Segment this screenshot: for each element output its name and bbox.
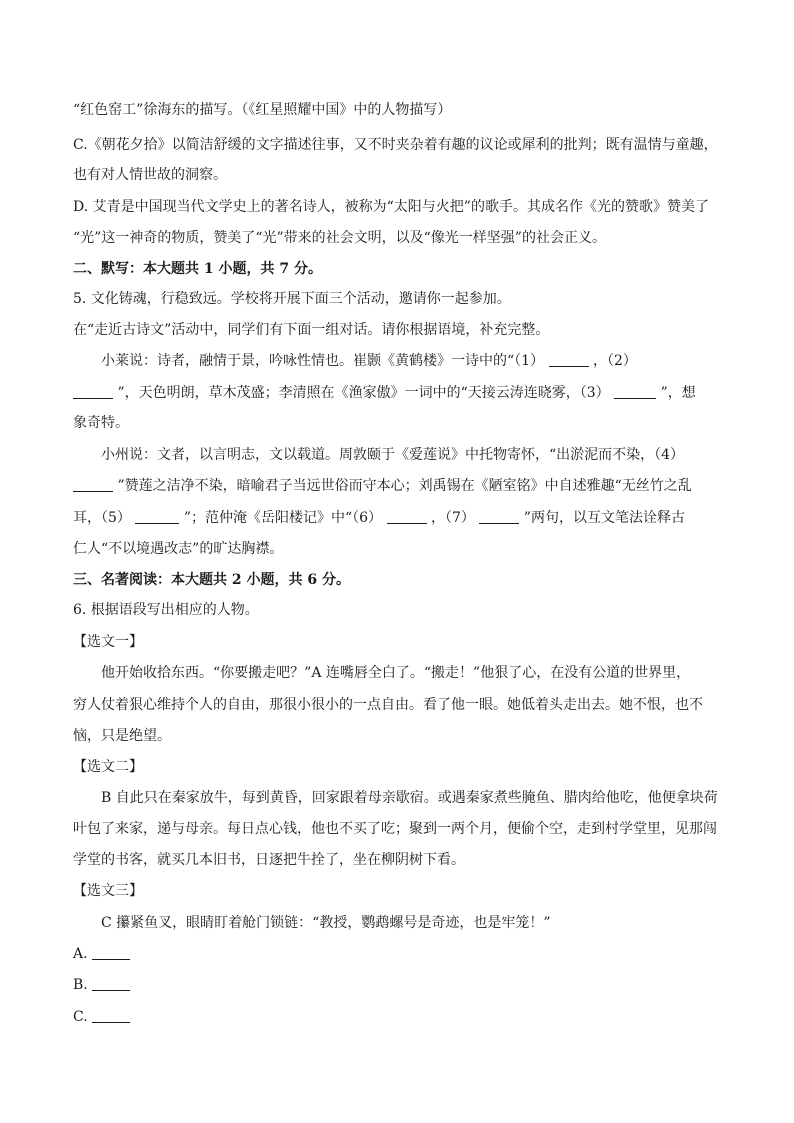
dialogue-text: 小莱说：诗者，融情于景，吟咏性情也。崔颢《黄鹤楼》一诗中的“（1） bbox=[101, 353, 545, 369]
dialogue-line bbox=[73, 507, 685, 529]
answer-label: A. bbox=[73, 946, 88, 962]
text-line: “光”这一神奇的物质，赞美了“光”带来的社会文明，以及“像光一样坚强”的社会正义。 bbox=[73, 230, 606, 246]
text-line: 也有对人情世故的洞察。 bbox=[73, 167, 227, 183]
excerpt-heading-3: 【选文三】 bbox=[73, 883, 143, 899]
text-line: “红色窑工”徐海东的描写。（《红星照耀中国》中的人物描写） bbox=[73, 102, 452, 118]
dialogue-text: ”，想 bbox=[660, 385, 696, 401]
question-5: 5. 文化铸魂，行稳致远。学校将开展下面三个活动，邀请你一起参加。 bbox=[73, 291, 511, 307]
blank-5[interactable] bbox=[135, 509, 179, 524]
dialogue-text: ，（7） bbox=[430, 510, 475, 526]
dialogue-text: 耳，（5） bbox=[73, 510, 131, 526]
text-line: 象奇特。 bbox=[73, 415, 129, 431]
dialogue-line: 小州说：文者，以言明志，文以载道。周敦颐于《爱莲说》中托物寄怀，“出淤泥而不染，（4） bbox=[101, 447, 685, 463]
blank-2[interactable] bbox=[73, 384, 113, 399]
excerpt-line: B 自此只在秦家放牛，每到黄昏，回家跟着母亲歇宿。或遇秦家煮些腌鱼、腊肉给他吃，他便拿块荷 bbox=[101, 790, 718, 806]
question-6: 6. 根据语段写出相应的人物。 bbox=[73, 602, 259, 618]
blank-3[interactable] bbox=[614, 384, 656, 399]
dialogue-line bbox=[73, 475, 692, 497]
blank-4[interactable] bbox=[73, 477, 113, 492]
excerpt-heading-2: 【选文二】 bbox=[73, 759, 143, 775]
dialogue-text: ”；范仲淹《岳阳楼记》中“（6） bbox=[183, 510, 383, 526]
dialogue-text: ”两句，以互文笔法诠释古 bbox=[523, 510, 685, 526]
answer-a-blank[interactable] bbox=[92, 945, 130, 960]
dialogue-line bbox=[73, 382, 696, 404]
option-c-line: C.《朝花夕拾》以简洁舒缓的文字描述往事，又不时夹杂着有趣的议论或犀利的批判；既有温情与童趣， bbox=[73, 137, 718, 153]
dialogue-text: ”，天色明朗，草木茂盛；李清照在《渔家傲》一词中的“天接云涛连晓雾，（3） bbox=[117, 385, 610, 401]
section-heading-dictation: 二、默写：本大题共 1 小题，共 7 分。 bbox=[73, 261, 322, 277]
excerpt-heading-1: 【选文一】 bbox=[73, 634, 143, 650]
dialogue-line bbox=[101, 350, 637, 372]
blank-6[interactable] bbox=[387, 509, 427, 524]
option-d-line: D. 艾青是中国现当代文学史上的著名诗人，被称为“太阳与火把”的歌手。其成名作《光的赞歌》赞美了 bbox=[73, 199, 709, 215]
answer-c-blank[interactable] bbox=[92, 1008, 130, 1023]
blank-1[interactable] bbox=[549, 352, 589, 367]
text-line: 仁人“不以境遇改志”的旷达胸襟。 bbox=[73, 541, 284, 557]
blank-7[interactable] bbox=[479, 509, 519, 524]
excerpt-line: C 攥紧鱼叉，眼睛盯着舱门锁链：“教授，鹦鹉螺号是奇迹，也是牢笼！” bbox=[101, 915, 551, 931]
excerpt-line: 叶包了来家，递与母亲。每日点心钱，他也不买了吃；聚到一两个月，便偷个空，走到村学堂里，见那闯 bbox=[73, 821, 717, 837]
text-line: 在“走近古诗文”活动中，同学们有下面一组对话。请你根据语境，补充完整。 bbox=[73, 322, 550, 338]
answer-c bbox=[73, 1006, 130, 1028]
answer-label: C. bbox=[73, 1009, 88, 1025]
excerpt-line: 他开始收拾东西。“你要搬走吧？”A 连嘴唇全白了。“搬走！”他狠了心，在没有公道的世界里， bbox=[101, 665, 691, 681]
excerpt-line: 学堂的书客，就买几本旧书，日逐把牛拴了，坐在柳阴树下看。 bbox=[73, 852, 465, 868]
dialogue-text: ，（2） bbox=[592, 353, 637, 369]
excerpt-line: 穷人仗着狠心维持个人的自由，那很小很小的一点自由。看了他一眼。她低着头走出去。她不恨，也不 bbox=[73, 697, 703, 713]
answer-a bbox=[73, 943, 130, 965]
answer-label: B. bbox=[73, 977, 88, 993]
section-heading-reading: 三、名著阅读：本大题共 2 小题，共 6 分。 bbox=[73, 572, 350, 588]
dialogue-text: ”赞莲之洁净不染，暗喻君子当远世俗而守本心；刘禹锡在《陋室铭》中自述雅趣“无丝竹之乱 bbox=[117, 478, 692, 494]
answer-b-blank[interactable] bbox=[92, 976, 130, 991]
answer-b bbox=[73, 974, 130, 996]
excerpt-line: 恼，只是绝望。 bbox=[73, 728, 171, 744]
